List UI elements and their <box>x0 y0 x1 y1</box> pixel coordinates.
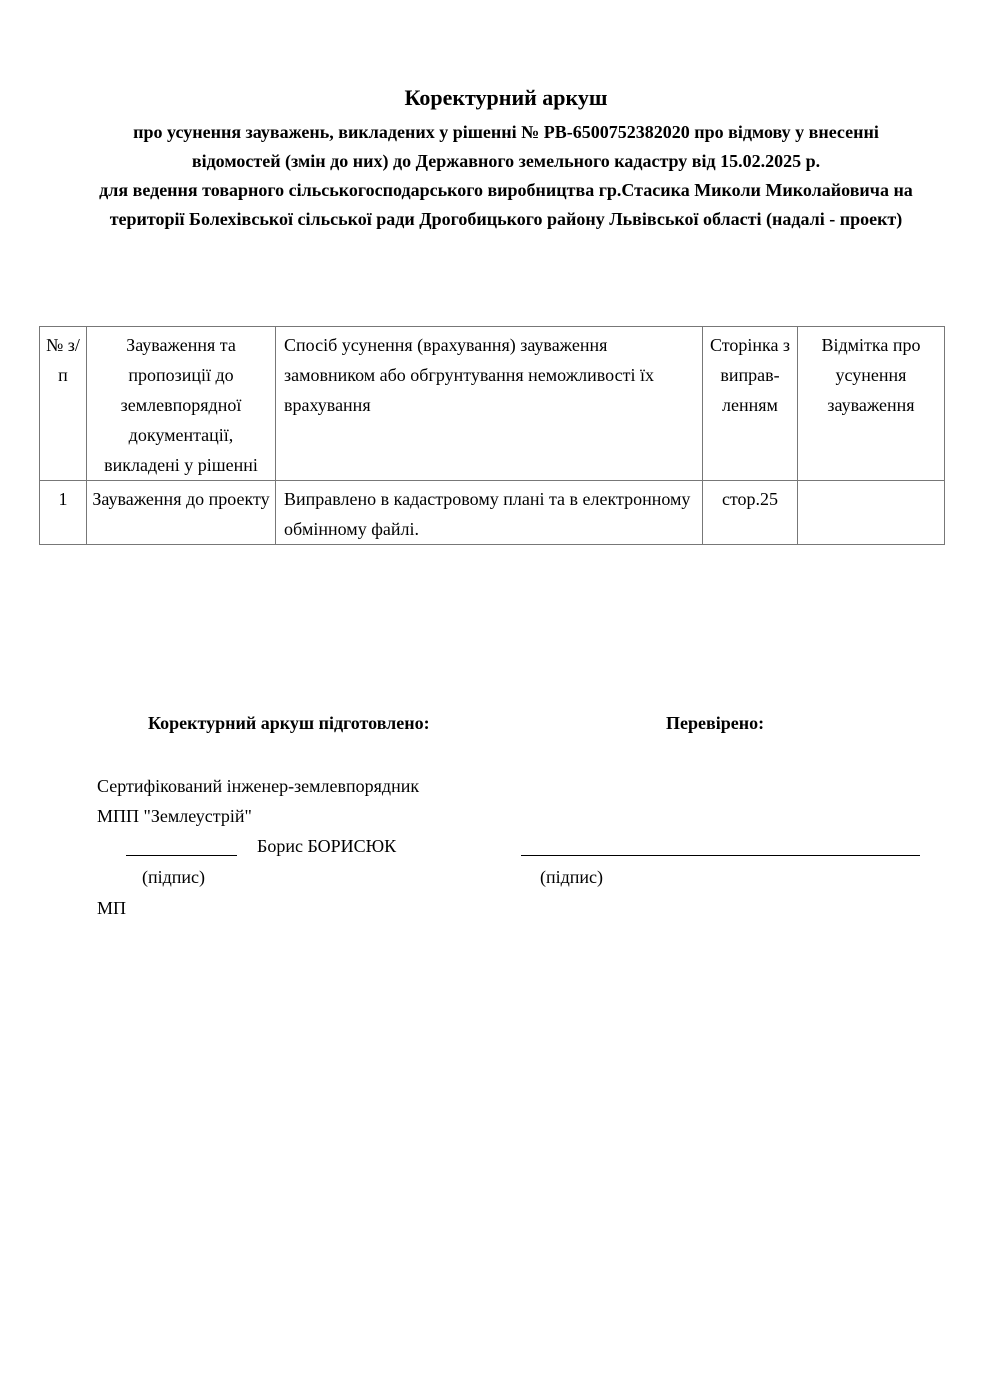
header-page: Сторінка з виправ-ленням <box>703 327 798 481</box>
header-mark: Відмітка про усунення зауваження <box>798 327 945 481</box>
subtitle-line: відомостей (змін до них) до Державного земельного кадастру від 15.02.2025 р. <box>191 151 821 171</box>
corrections-table <box>39 326 945 545</box>
document-title: Коректурний аркуш <box>404 85 608 110</box>
organization-name: МПП "Землеустрій" <box>97 806 252 826</box>
signature-line-right <box>521 855 920 856</box>
subtitle-line: для ведення товарного сільськогосподарського виробництва гр.Стасика Миколи Миколайовича на <box>99 180 913 200</box>
signer-name: Борис БОРИСЮК <box>257 836 397 856</box>
header-number: № з/п <box>40 327 87 481</box>
subtitle-line: території Болехівської сільської ради Дрогобицького району Львівської області (надалі - проект) <box>109 209 903 229</box>
cell-page: стор.25 <box>703 481 798 545</box>
cell-resolution: Виправлено в кадастровому плані та в електронному обмінному файлі. <box>276 481 703 545</box>
cell-mark <box>798 481 945 545</box>
stamp-label: МП <box>97 898 127 918</box>
cell-number: 1 <box>40 481 87 545</box>
checked-heading: Перевірено: <box>666 713 765 733</box>
table-row <box>40 481 945 545</box>
document-subtitle <box>0 118 990 234</box>
cell-remarks: Зауваження до проекту <box>87 481 276 545</box>
signature-label-right: (підпис) <box>540 867 604 887</box>
signature-label-left: (підпис) <box>142 867 206 887</box>
signature-line-left <box>126 855 237 856</box>
engineer-position: Сертифікований інженер-землевпорядник <box>97 776 420 796</box>
header-resolution: Спосіб усунення (врахування) зауваження замовником або обгрунтування неможливості їх врахування <box>276 327 703 481</box>
table-header-row <box>40 327 945 481</box>
header-remarks: Зауваження та пропозиції до землевпорядної документації, викладені у рішенні <box>87 327 276 481</box>
prepared-heading: Коректурний аркуш підготовлено: <box>148 713 430 733</box>
subtitle-line: про усунення зауважень, викладених у рішенні № РВ-6500752382020 про відмову у внесенні <box>133 122 879 142</box>
